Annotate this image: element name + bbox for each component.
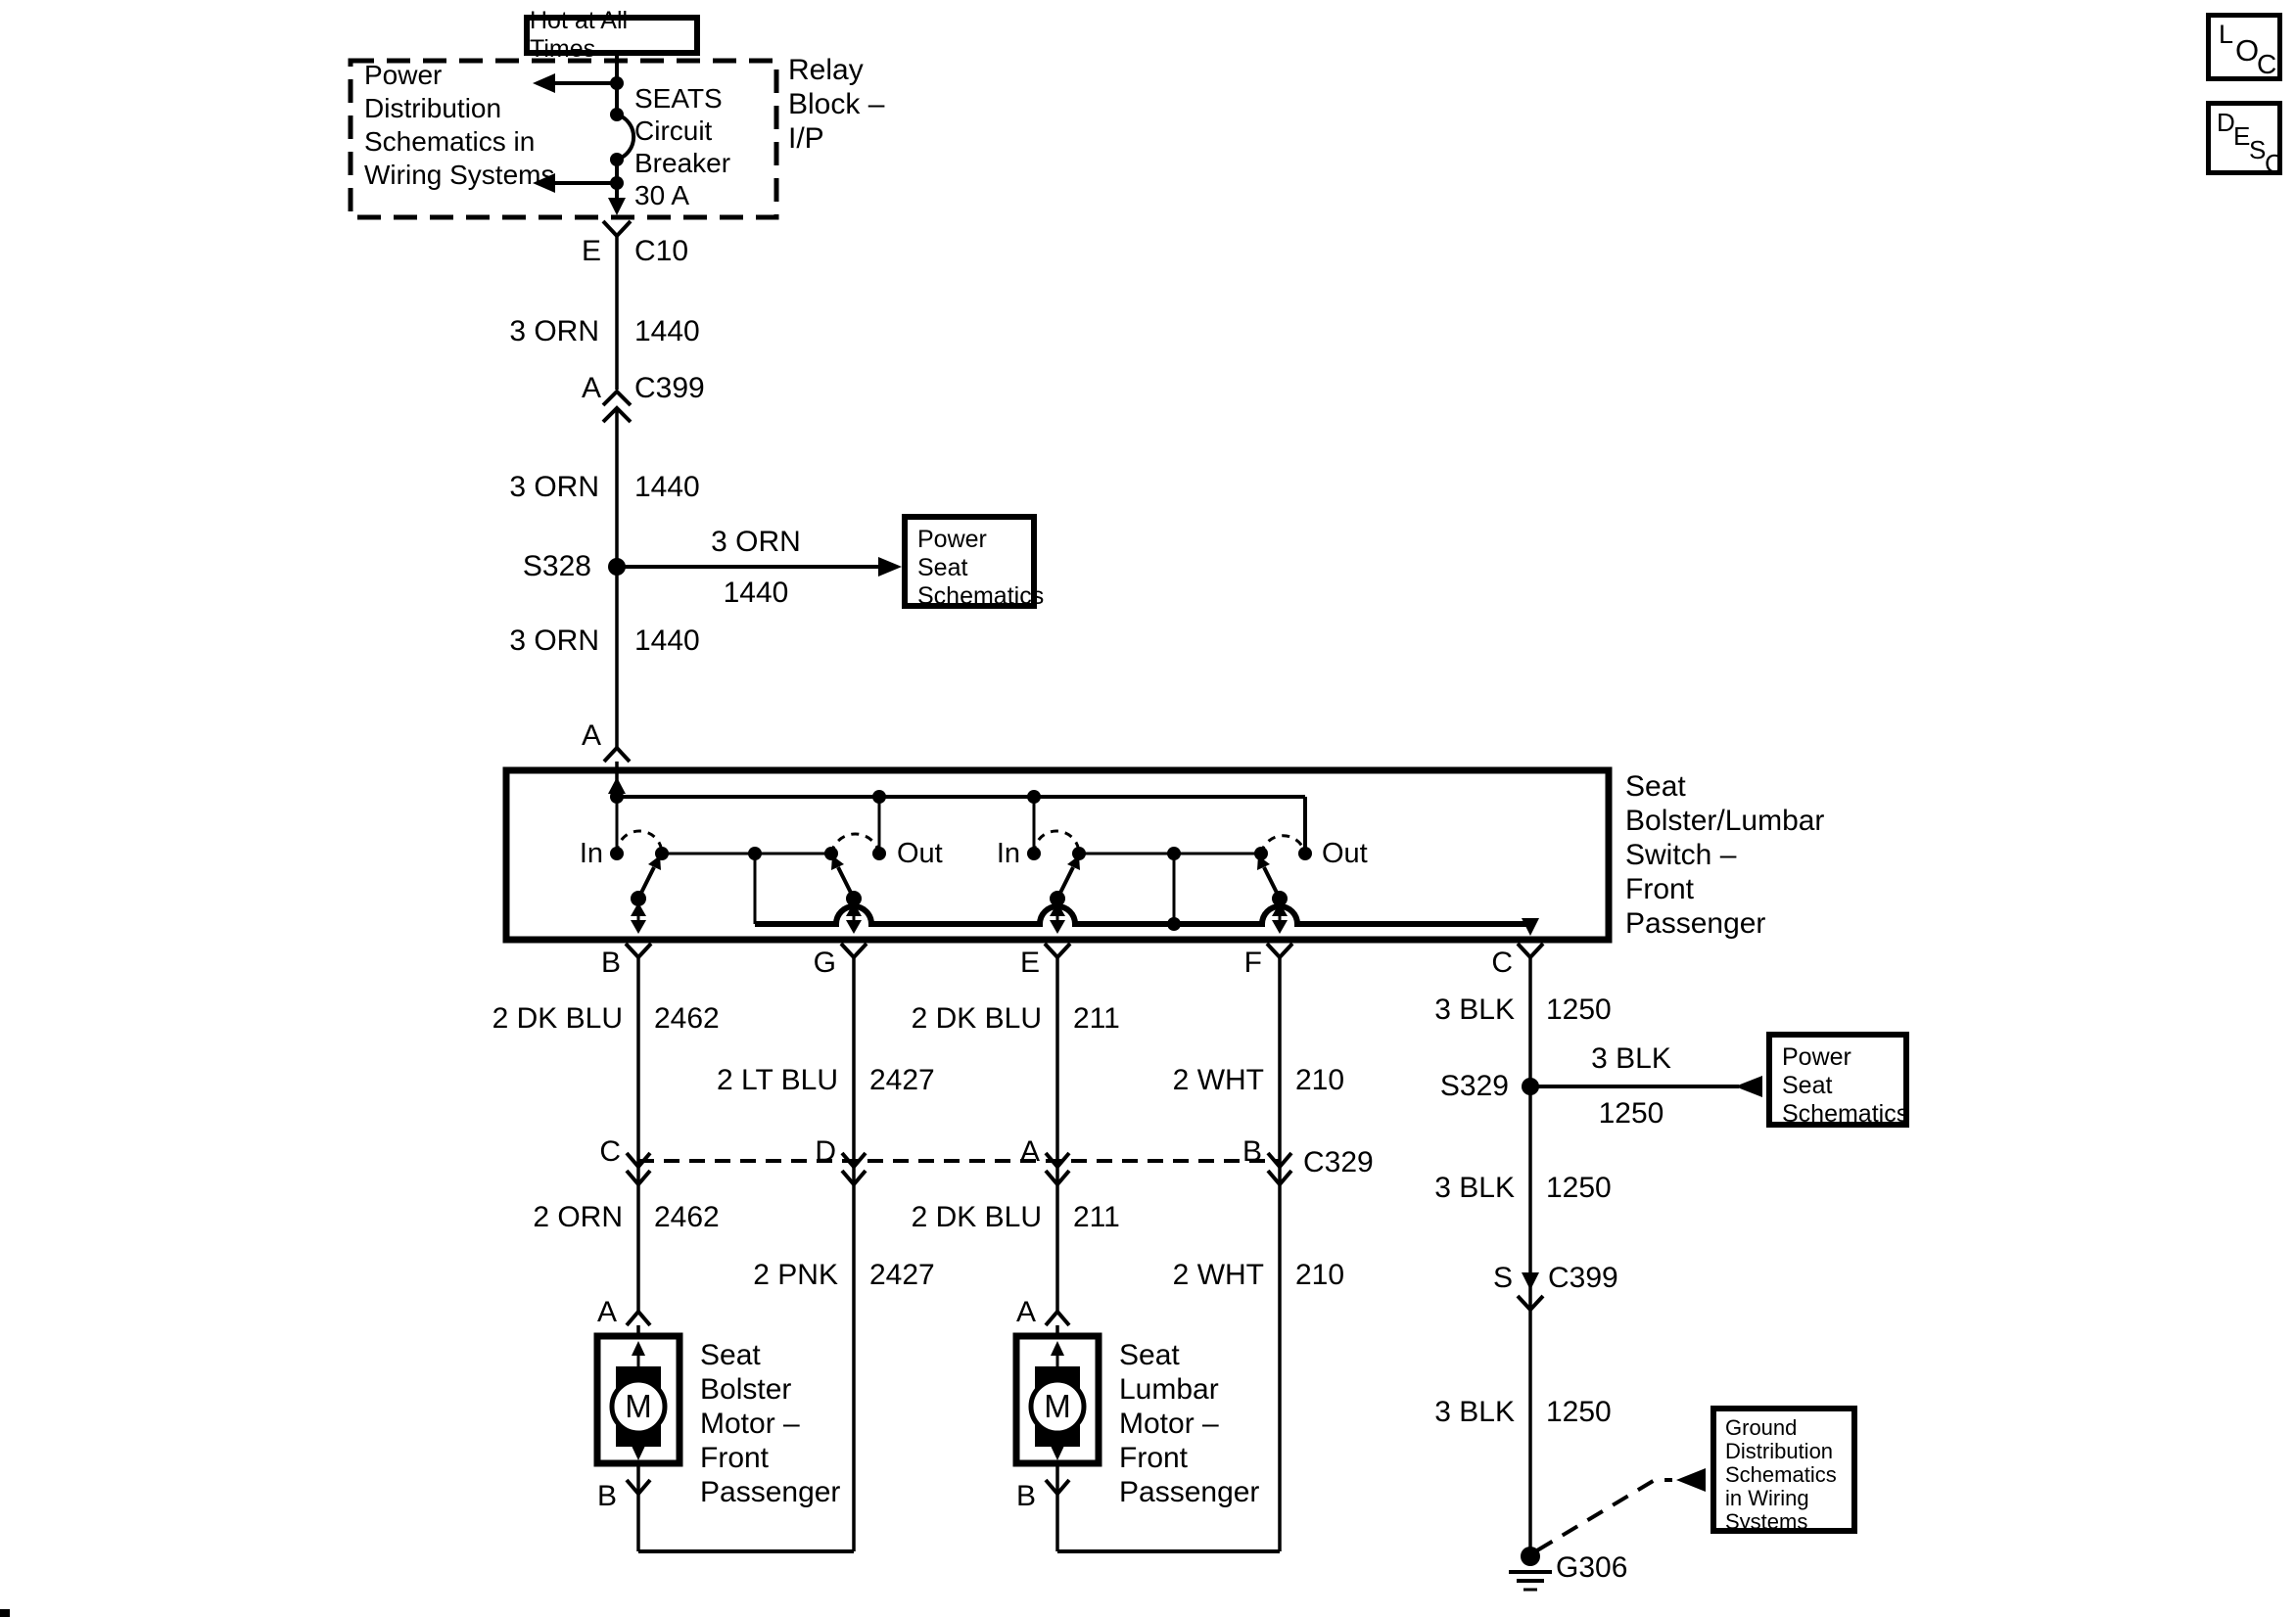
- wire-color-label: 2 DK BLU: [492, 1002, 623, 1035]
- s328-branch-arrow: [878, 557, 902, 577]
- wiper-travel-arc: [617, 831, 662, 854]
- ground-distribution-ref[interactable]: [1710, 1406, 1857, 1534]
- switch-out-label: Out: [1322, 838, 1368, 869]
- wiper-travel-arc: [831, 834, 879, 854]
- c329-pin-label: A: [1019, 1135, 1040, 1168]
- ground-symbol: [1509, 1547, 1552, 1590]
- desc-button[interactable]: D E S C: [2206, 101, 2282, 175]
- wire-color-label: 3 BLK: [1434, 993, 1515, 1026]
- ref-box-text: Ground Distribution Schematics in Wiring Systems: [1725, 1415, 1837, 1534]
- wire-color-label: 3 ORN: [509, 315, 599, 347]
- c329-pin-label: C: [599, 1135, 621, 1168]
- connector-c399-symbol: [603, 392, 631, 405]
- c329-pin-label: D: [815, 1135, 836, 1168]
- wire-color-label: 2 ORN: [533, 1201, 623, 1233]
- wire-color-label: 2 WHT: [1172, 1259, 1264, 1291]
- wire-circuit-label: 1440: [634, 471, 700, 503]
- circuit-breaker-label: SEATS Circuit Breaker 30 A: [634, 83, 731, 210]
- motor-pin-label: A: [596, 1296, 617, 1328]
- ground-ref-arrow: [1537, 1468, 1706, 1550]
- wire-circuit-label: 1440: [634, 624, 700, 657]
- wire-color-label: 2 LT BLU: [717, 1064, 838, 1096]
- switch-pin-label: C: [1491, 947, 1513, 979]
- wire-color-label: 3 BLK: [1434, 1172, 1515, 1204]
- ref-box-text: Power Seat Schematics: [917, 526, 1045, 610]
- wire-color-label: 3 ORN: [509, 471, 599, 503]
- pin-label: E: [581, 235, 601, 267]
- wire-color-label: 2 DK BLU: [911, 1201, 1042, 1233]
- connector-label-c10: C10: [634, 235, 689, 267]
- switch-pin-label: G: [813, 947, 836, 979]
- ref-box-text: Power Seat Schematics: [1782, 1043, 1909, 1128]
- branch-wire-color: 3 BLK: [1591, 1042, 1671, 1075]
- ground-label-g306: G306: [1556, 1551, 1628, 1584]
- connector-label-c399: C399: [634, 372, 705, 404]
- power-seat-schematics-ref-1[interactable]: [902, 514, 1045, 610]
- wire-color-label: 2 PNK: [753, 1259, 838, 1291]
- loc-button[interactable]: L O C: [2206, 13, 2282, 81]
- wire-circuit-label: 2462: [654, 1002, 720, 1035]
- switch-pin-a-connector: [604, 748, 630, 762]
- pin-label: S: [1492, 1262, 1513, 1294]
- motor-pin-label: A: [1015, 1296, 1036, 1328]
- branch-wire-circuit: 1440: [723, 577, 789, 609]
- pin-label: A: [581, 372, 601, 404]
- switch-ground-bus: [755, 906, 1530, 924]
- switch-name-label: Seat Bolster/Lumbar Switch – Front Passenger: [1625, 770, 1825, 940]
- switch-internals: [506, 770, 1609, 940]
- wire-color-label: 3 BLK: [1434, 1396, 1515, 1428]
- motor-lumbar-label: Seat Lumbar Motor – Front Passenger: [1119, 1339, 1260, 1508]
- connector-label-c399-lower: C399: [1548, 1262, 1618, 1294]
- splice-label-s328: S328: [522, 550, 591, 582]
- wire-circuit-label: 1250: [1546, 1396, 1612, 1428]
- wire-circuit-label: 2427: [869, 1259, 935, 1291]
- wire-circuit-label: 2427: [869, 1064, 935, 1096]
- wire-circuit-label: 211: [1073, 1201, 1120, 1233]
- wire-circuit-label: 210: [1295, 1259, 1345, 1291]
- feed-wire: [603, 221, 902, 797]
- motor-m-symbol: M: [1044, 1388, 1071, 1424]
- wiper-travel-arc: [1034, 831, 1079, 854]
- power-source-label: Hot at All Times: [530, 7, 629, 63]
- c329-connector-row: [627, 1153, 1291, 1184]
- wire-circuit-label: 1250: [1546, 1172, 1612, 1204]
- switch-out-label: Out: [897, 838, 943, 869]
- relay-block-label: Relay Block – I/P: [788, 54, 885, 155]
- motor-pin-label: B: [1015, 1480, 1036, 1512]
- connector-c10-symbol: [603, 221, 631, 236]
- connector-c399-lower-arrow: [1522, 1272, 1539, 1290]
- wire-circuit-label: 2462: [654, 1201, 720, 1233]
- motor-m-symbol: M: [625, 1388, 652, 1424]
- switch-pin-a-label: A: [581, 719, 601, 752]
- wire-circuit-label: 1440: [634, 315, 700, 347]
- switch-pin-label: E: [1019, 947, 1040, 979]
- page-corner-mark: [0, 1609, 10, 1617]
- power-distribution-ref-text: Power Distribution Schematics in Wiring Systems: [364, 60, 555, 190]
- motor-pin-a-connector: [1046, 1312, 1069, 1325]
- wire-circuit-label: 210: [1295, 1064, 1345, 1096]
- motor-pin-a-connector: [627, 1312, 650, 1325]
- switch-terminal-connectors: [626, 944, 1543, 957]
- wiper-travel-arc: [1261, 836, 1305, 854]
- switch-in-label: In: [996, 838, 1020, 869]
- switch-pin-label: B: [600, 947, 621, 979]
- motor-bolster-label: Seat Bolster Motor – Front Passenger: [700, 1339, 841, 1508]
- power-source-banner: [524, 7, 700, 63]
- wire-color-label: 3 ORN: [509, 624, 599, 657]
- wire-color-label: 2 DK BLU: [911, 1002, 1042, 1035]
- connector-label-c329: C329: [1303, 1146, 1374, 1178]
- circuit-breaker-symbol: [617, 115, 633, 160]
- splice-label-s329: S329: [1439, 1070, 1509, 1102]
- switch-pin-label: F: [1243, 947, 1262, 979]
- s329-branch-arrow: [1735, 1076, 1762, 1097]
- c329-pin-label: B: [1242, 1135, 1262, 1168]
- branch-wire-color: 3 ORN: [711, 526, 801, 558]
- wiper-output-arrows: [631, 902, 1288, 934]
- relay-exit-arrow: [608, 198, 626, 215]
- wire-circuit-label: 1250: [1546, 993, 1612, 1026]
- switch-in-label: In: [579, 838, 603, 869]
- power-seat-schematics-ref-2[interactable]: [1766, 1032, 1909, 1128]
- branch-wire-circuit: 1250: [1598, 1097, 1664, 1130]
- motor-pin-label: B: [596, 1480, 617, 1512]
- wire-color-label: 2 WHT: [1172, 1064, 1264, 1096]
- wire-circuit-label: 211: [1073, 1002, 1120, 1035]
